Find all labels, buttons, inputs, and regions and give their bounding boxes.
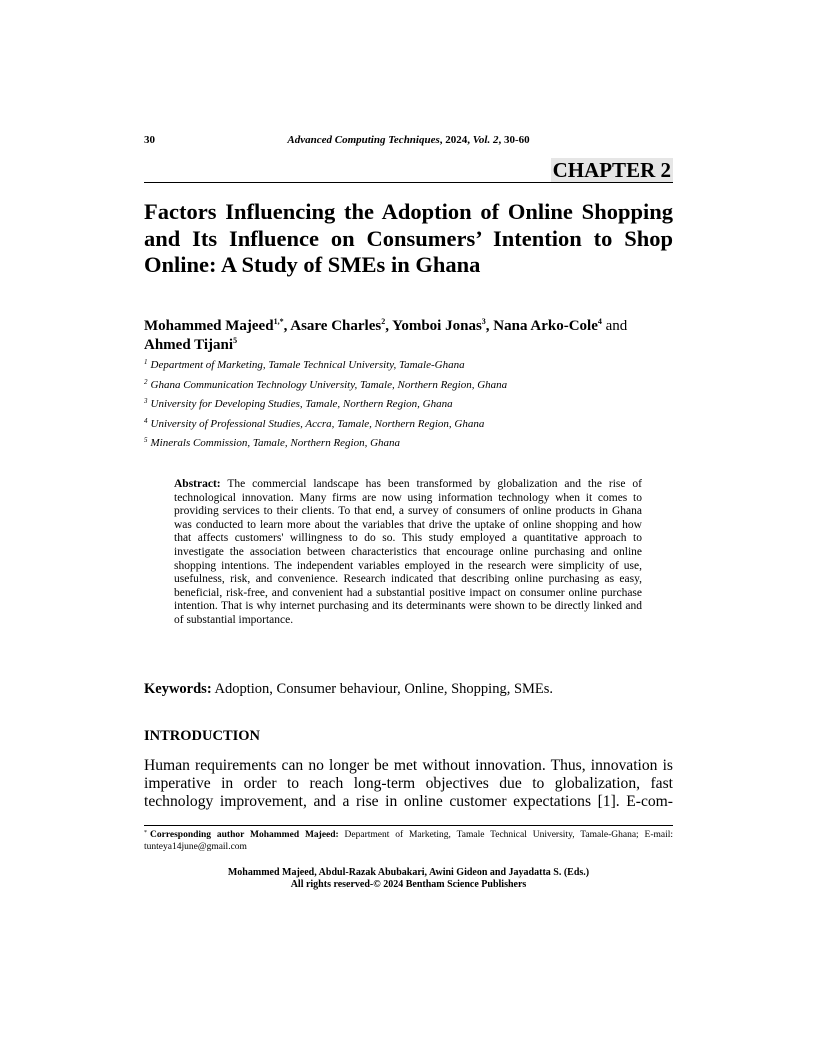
journal-volume: Vol. 2 — [472, 134, 499, 146]
affiliation-number: 2 — [144, 377, 148, 386]
author-affiliation-marker: 3 — [481, 317, 486, 326]
editors-line: Mohammed Majeed, Abdul-Razak Abubakari, Awini Gideon and Jayadatta S. (Eds.) — [227, 867, 590, 878]
paper-title: Factors Influencing the Adoption of Online Shopping and Its Influence on Consumers’ Intention to Shop Online: A Study of SMEs in Ghana — [144, 199, 673, 277]
footnote-label: Corresponding author Mohammed Majeed: — [150, 830, 339, 840]
author-name: Ahmed Tijani — [144, 337, 234, 353]
author-name: Yomboi Jonas — [392, 318, 482, 334]
author-name: Mohammed Majeed — [144, 318, 274, 334]
affiliation-text: University for Developing Studies, Tamale, Northern Region, Ghana — [150, 398, 453, 411]
journal-pages: , 30-60 — [498, 134, 530, 146]
author-affiliation-marker: 5 — [233, 336, 238, 345]
author-affiliation-marker: 4 — [597, 317, 602, 326]
author-name: Asare Charles — [290, 318, 382, 334]
author-affiliation-marker: 1,* — [273, 317, 284, 326]
section-heading-introduction: INTRODUCTION — [144, 728, 261, 744]
author-conjunction: and — [601, 318, 628, 334]
author-name: Nana Arko-Cole — [493, 318, 598, 334]
author-list — [144, 317, 673, 355]
affiliation-text: Department of Marketing, Tamale Technical University, Tamale-Ghana — [150, 359, 465, 371]
page-number: 30 — [144, 134, 155, 146]
affiliation-text: Ghana Communication Technology University, Tamale, Northern Region, Ghana — [150, 378, 508, 391]
affiliation-item — [144, 395, 673, 415]
copyright-line: All rights reserved-© 2024 Bentham Science Publishers — [290, 879, 527, 890]
affiliation-item — [144, 415, 673, 435]
footnote-marker: * — [144, 830, 147, 836]
footnote-rule — [144, 825, 673, 826]
author-separator: , — [385, 318, 393, 334]
abstract-text: The commercial landscape has been transformed by globalization and the rise of technological innovation. Many firms are now using information technology when it comes to providing services to their clients. To that end, a survey of consumers of online products in Ghana was conducted to learn more about the variables that drive the uptake of online shopping and how that affects customers' willingness to do so. This study employed a quantitative approach to investigate the association between characteristics that encourage online purchasing and online shopping intentions. The independent variables employed in the research were simplicity of use, usefulness, risk, and convenience. Research indicated that describing online purchasing as easy, beneficial, risk-free, and convenient had a substantial positive impact on consumer online purchase intention. That is why internet purchasing and its determinants were shown to be directly linked and of substantial importance. — [174, 478, 642, 626]
affiliation-text: University of Professional Studies, Accra, Tamale, Northern Region, Ghana — [150, 417, 485, 430]
keywords-label: Keywords: — [144, 681, 212, 697]
keywords-text: Adoption, Consumer behaviour, Online, Shopping, SMEs. — [211, 681, 554, 697]
abstract — [174, 478, 642, 628]
affiliation-number: 4 — [144, 416, 148, 425]
affiliation-item — [144, 356, 673, 376]
publisher-info — [144, 867, 673, 891]
abstract-label: Abstract: — [174, 478, 221, 490]
introduction-paragraph: Human requirements can no longer be met without innovation. Thus, innovation is imperative in order to reach long-term objectives due to globalization, fast technology improvement, and a rise in online customer expectations [1]. E-com- — [144, 757, 673, 811]
footnote — [144, 829, 673, 853]
journal-year: , 2024, — [439, 134, 473, 146]
affiliation-number: 5 — [144, 436, 148, 445]
author-separator: , — [283, 318, 291, 334]
journal-citation — [144, 134, 673, 146]
journal-title: Advanced Computing Techniques — [287, 134, 440, 146]
author-separator: , — [485, 318, 494, 334]
affiliation-list — [144, 356, 673, 454]
affiliation-number: 1 — [144, 358, 148, 366]
chapter-label: CHAPTER 2 — [552, 158, 671, 182]
affiliation-item — [144, 434, 673, 454]
running-header — [144, 134, 673, 150]
keywords — [144, 681, 673, 698]
footnote-text: Department of Marketing, Tamale Technical University, Tamale-Ghana; E-mail: tunteya14june@gmail.com — [144, 830, 674, 852]
affiliation-text: Minerals Commission, Tamale, Northern Region, Ghana — [150, 437, 401, 450]
chapter-rule — [144, 182, 673, 183]
author-affiliation-marker: 2 — [381, 317, 386, 326]
affiliation-number: 3 — [144, 397, 148, 406]
affiliation-item — [144, 376, 673, 396]
